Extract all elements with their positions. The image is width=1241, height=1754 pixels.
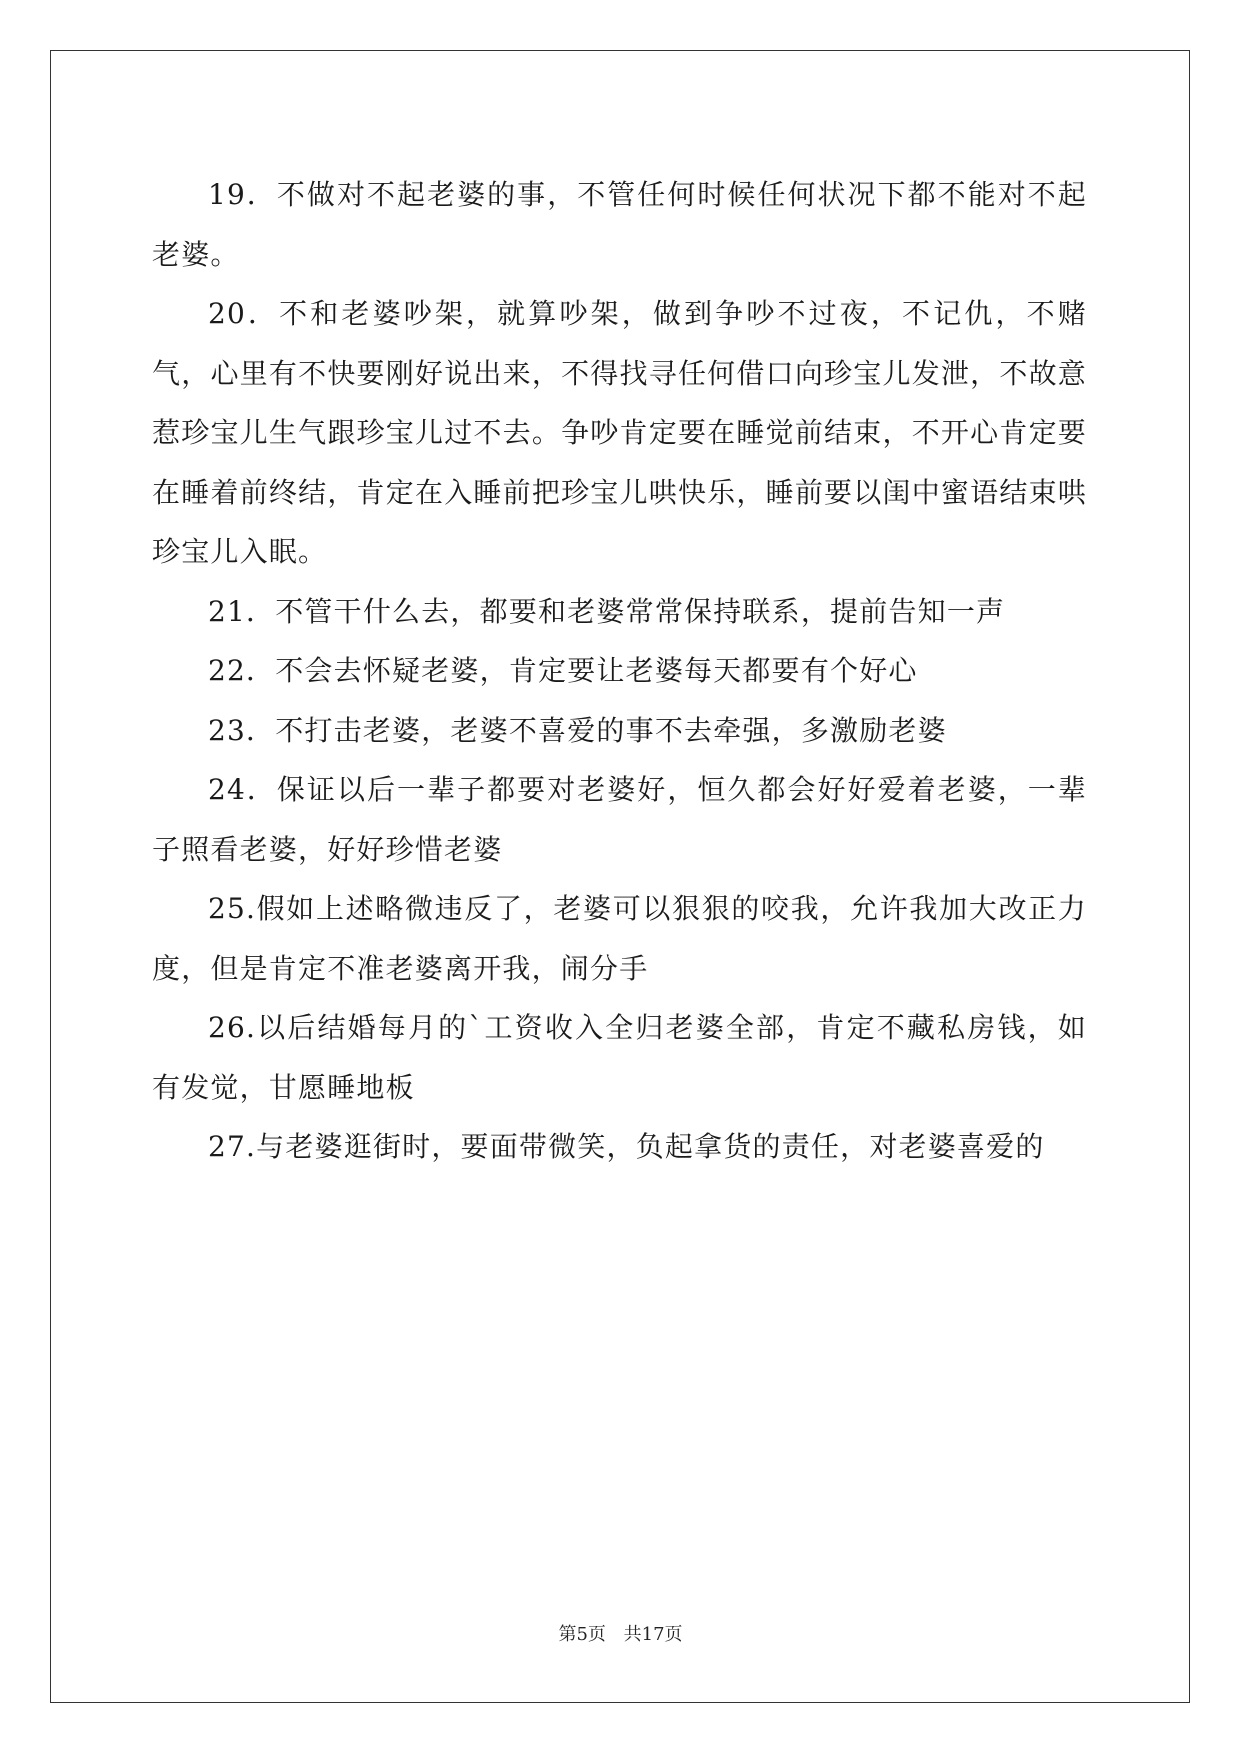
page-footer	[0, 1620, 1241, 1646]
paragraph-27: 27.与老婆逛街时，要面带微笑，负起拿货的责任，对老婆喜爱的	[208, 1130, 1045, 1163]
paragraph-23: 23．不打击老婆，老婆不喜爱的事不去牵强，多激励老婆	[208, 713, 947, 747]
paragraph-26: 26.以后结婚每月的`工资收入全归老婆全部，肯定不藏私房钱，如有发觉，甘愿睡地板	[152, 1011, 1087, 1104]
page-number: 第5页	[558, 1624, 606, 1645]
paragraph-19: 19．不做对不起老婆的事，不管任何时候任何状况下都不能对不起老婆。	[152, 178, 1087, 271]
paragraph-22: 22．不会去怀疑老婆，肯定要让老婆每天都要有个好心	[208, 654, 918, 687]
paragraph-20: 20．不和老婆吵架，就算吵架，做到争吵不过夜，不记仇，不赌气，心里有不快要刚好说出来，不得找寻任何借口向珍宝儿发泄，不故意惹珍宝儿生气跟珍宝儿过不去。争吵肯定要在睡觉前结束，不开心肯定要在睡着前终结，肯定在入睡前把珍宝儿哄快乐，睡前要以闺中蜜语结束哄珍宝儿入眠。	[152, 297, 1087, 568]
page-total: 共17页	[623, 1624, 683, 1645]
paragraph-24: 24．保证以后一辈子都要对老婆好，恒久都会好好爱着老婆，一辈子照看老婆，好好珍惜老婆	[152, 773, 1087, 866]
paragraph-21: 21．不管干什么去，都要和老婆常常保持联系，提前告知一声	[208, 594, 1006, 628]
paragraph-25: 25.假如上述略微违反了，老婆可以狠狠的咬我，允许我加大改正力度，但是肯定不准老婆离开我，闹分手	[152, 892, 1087, 985]
document-body	[152, 165, 1087, 1177]
